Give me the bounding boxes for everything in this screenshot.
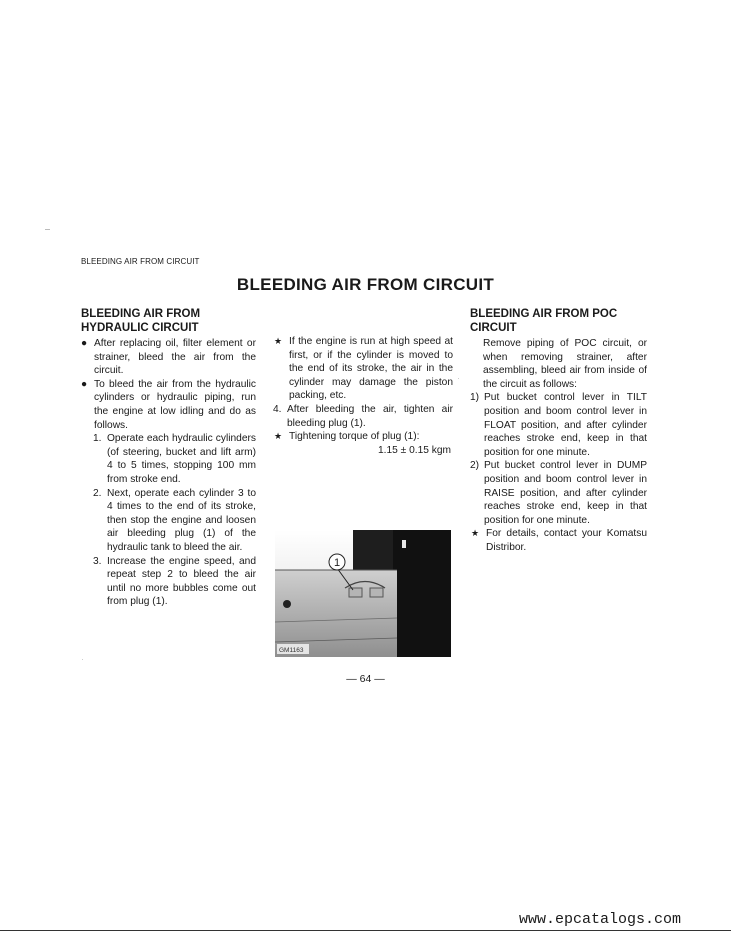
step-text: After bleeding the air, tighten air bleeding plug (1). (287, 403, 453, 429)
note-text: Tightening torque of plug (1): (289, 431, 420, 443)
step-item (81, 555, 256, 609)
poc-intro: Remove piping of POC circuit, or when removing strainer, after assembling, bleed air from inside of the circuit as follows: (483, 338, 647, 390)
bullet-item (81, 378, 256, 432)
running-header: BLEEDING AIR FROM CIRCUIT (81, 257, 200, 266)
page-title: BLEEDING AIR FROM CIRCUIT (236, 275, 495, 294)
step-text: Operate each hydraulic cylinders (of steering, bucket and lift arm) 4 to 5 times, stopping 100 mm from stroke end. (107, 433, 256, 485)
step-text: Next, operate each cylinder 3 to 4 times to the end of its stroke, then stop the engine and loosen air bleeding plug (1) of the hydraulic tank to bleed the air. (107, 487, 256, 553)
watermark-link[interactable]: www.epcatalogs.com (519, 911, 682, 928)
photo-ref-code: GM1163 (279, 647, 304, 654)
step-number: 3. (93, 555, 102, 567)
step-item (470, 391, 647, 459)
bullet-text: After replacing oil, filter element or strainer, bleed the air from the circuit. (94, 338, 256, 377)
note-text: For details, contact your Komatsu Distribor. (486, 528, 647, 553)
bullet-item (81, 337, 256, 378)
hydraulic-section (81, 307, 256, 609)
note-item (273, 335, 453, 403)
bullet-icon: ● (81, 338, 88, 349)
poc-heading-line2: CIRCUIT (470, 322, 517, 334)
bullet-text: To bleed the air from the hydraulic cylinders or hydraulic piping, run the engine at low idling and do as follows. (94, 378, 256, 431)
hydraulic-heading-line1: BLEEDING AIR FROM (81, 308, 201, 320)
step-text: Increase the engine speed, and repeat step 2 to bleed the air until no more bubbles come out from plug (1). (107, 555, 256, 608)
torque-value: 1.15 ± 0.15 kgm (378, 444, 451, 456)
star-icon: ★ (274, 431, 283, 442)
step-number: 1. (93, 433, 102, 445)
hydraulic-tank-photo (275, 530, 451, 657)
step-number: 1) (470, 392, 480, 404)
bullet-icon: ● (81, 378, 88, 390)
step-text: Put bucket control lever in DUMP position and boom control lever in RAISE position, and after cylinder reaches stroke end, keep in that position for one minute. (484, 460, 647, 526)
step-number: 2. (93, 487, 102, 499)
poc-section (470, 307, 647, 555)
step-item (81, 432, 256, 486)
page-number: — 64 — (346, 673, 385, 685)
note-text: If the engine is run at high speed at first, or if the cylinder is moved to the end of its stroke, the air in the cylinder may damage the piston packing, etc. (289, 336, 453, 402)
star-icon: ★ (274, 336, 283, 346)
photo-illustration (275, 530, 451, 657)
note-item (470, 527, 647, 554)
star-icon: ★ (471, 528, 480, 539)
step-item (81, 487, 256, 555)
step-number: 4. (273, 403, 282, 415)
step-item (470, 459, 647, 527)
step-number: 2) (470, 460, 480, 472)
note-item (273, 430, 453, 444)
bottom-divider (0, 930, 731, 931)
step-text: Put bucket control lever in TILT position and boom control lever in FLOAT position, and after cylinder reaches stroke end, keep in that position for one minute. (484, 392, 647, 458)
step-item (273, 403, 453, 430)
notes-section (273, 335, 453, 457)
poc-heading-line1: BLEEDING AIR FROM POC (470, 308, 618, 320)
photo-callout: 1 (333, 557, 341, 569)
hydraulic-heading-line2: HYDRAULIC CIRCUIT (81, 322, 199, 334)
